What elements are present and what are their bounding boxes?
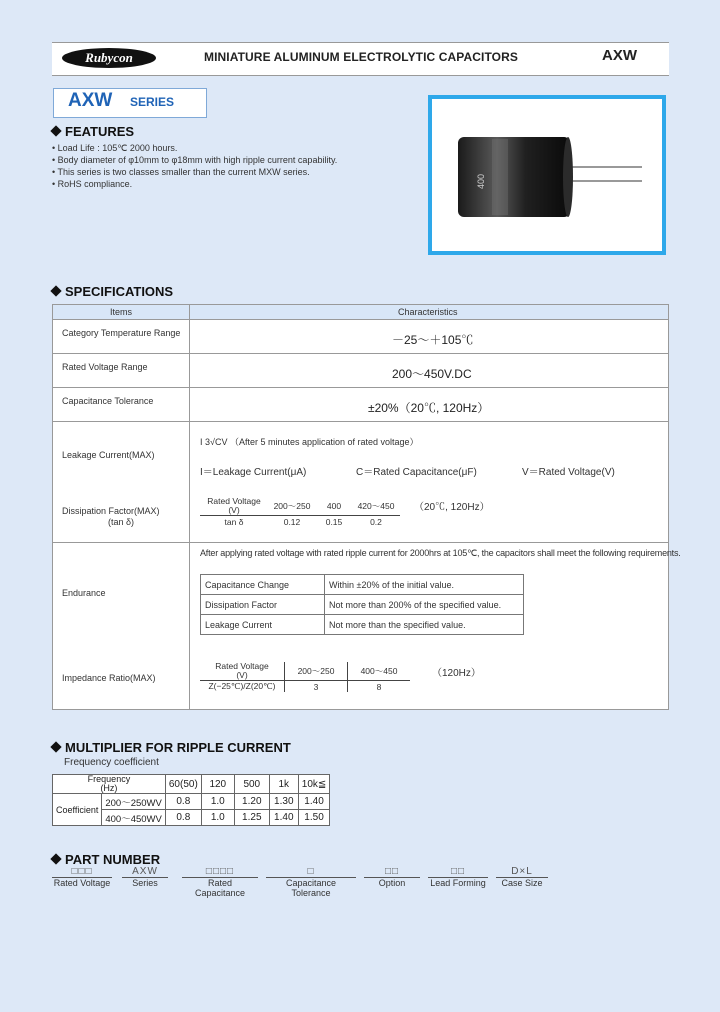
row-volt-item: Rated Voltage Range (62, 362, 148, 372)
feature-item: • RoHS compliance. (52, 178, 337, 190)
multiplier-table (52, 774, 330, 826)
impedance-condition: （120Hz） (432, 668, 481, 679)
pn-field-capacitance-tolerance: □ Capacitance Tolerance (266, 866, 356, 898)
series-code: AXW (68, 90, 113, 111)
feature-item: • Load Life : 105℃ 2000 hours. (52, 142, 337, 154)
row-volt-value: 200～450V.DC (392, 367, 472, 381)
leak-def-i: I＝Leakage Current(μA) (200, 467, 307, 478)
pn-field-case-size: D×L Case Size (496, 866, 548, 888)
col-items: Items (110, 307, 133, 317)
specifications-heading: SPECIFICATIONS (52, 284, 173, 299)
pn-field-series: AXW Series (122, 866, 168, 888)
rubycon-logo: Rubycon (62, 48, 156, 68)
table-row: Coefficient 200～250WV 0.8 1.0 1.20 1.30 1.40 (53, 794, 330, 810)
table-row: Leakage Current Not more than the specified value. (201, 615, 524, 635)
features-list (52, 142, 337, 190)
row-df-item: Dissipation Factor(MAX) (62, 506, 160, 516)
table-row: Capacitance Change Within ±20% of the initial value. (201, 575, 524, 595)
diamond-icon (50, 125, 61, 136)
table-row: 400～450WV 0.8 1.0 1.25 1.40 1.50 (53, 810, 330, 826)
multiplier-heading: MULTIPLIER FOR RIPPLE CURRENT (52, 740, 291, 755)
row-impedance-item: Impedance Ratio(MAX) (62, 673, 156, 683)
pn-field-rated-capacitance: □□□□ Rated Capacitance (182, 866, 258, 898)
feature-item: • This series is two classes smaller than the current MXW series. (52, 166, 337, 178)
row-leak-item: Leakage Current(MAX) (62, 450, 155, 460)
series-word: SERIES (130, 95, 175, 109)
svg-text:400: 400 (476, 173, 486, 189)
page-title: MINIATURE ALUMINUM ELECTROLYTIC CAPACITORS (204, 50, 518, 64)
capacitor-image (432, 99, 662, 251)
df-condition: （20℃, 120Hz） (414, 502, 490, 513)
pn-field-lead-forming: □□ Lead Forming (428, 866, 488, 888)
impedance-table: Rated Voltage (V) 200～250 400～450 Z(−25℃)/Z(20℃) 3 8 (200, 662, 410, 692)
multiplier-subheading: Frequency coefficient (64, 757, 159, 768)
features-heading: FEATURES (52, 124, 134, 139)
table-row: Frequency (Hz) 60(50) 120 500 1k 10k≦ (53, 775, 330, 794)
diamond-icon (50, 741, 61, 752)
df-table: Rated Voltage (V) 200～250 400 420～450 tan δ 0.12 0.15 0.2 (200, 497, 400, 527)
product-photo (428, 95, 666, 255)
pn-field-option: □□ Option (364, 866, 420, 888)
part-number-heading: PART NUMBER (52, 852, 160, 867)
spec-table-header (53, 305, 668, 320)
diamond-icon (50, 853, 61, 864)
col-characteristics: Characteristics (398, 307, 458, 317)
row-df-item2: (tan δ) (108, 517, 135, 527)
pn-field-rated-voltage: □□□ Rated Voltage (53, 866, 111, 888)
leak-def-c: C＝Rated Capacitance(μF) (356, 467, 477, 478)
row-temp-value: －25～＋105℃ (392, 333, 474, 347)
endurance-text: After applying rated voltage with rated ripple current for 2000hrs at 105℃, the capacitors shall meet the following requirements. (200, 548, 681, 558)
row-temp-item: Category Temperature Range (62, 328, 181, 338)
leak-formula: I 3√CV （After 5 minutes application of rated voltage） (200, 437, 419, 447)
row-cap-item: Capacitance Tolerance (62, 396, 154, 406)
diamond-icon (50, 285, 61, 296)
header-series-code: AXW (602, 47, 637, 64)
row-endurance-item: Endurance (62, 588, 106, 598)
endurance-table (200, 574, 524, 635)
feature-item: • Body diameter of φ10mm to φ18mm with high ripple current capability. (52, 154, 337, 166)
leak-def-v: V＝Rated Voltage(V) (522, 467, 615, 478)
row-cap-value: ±20%（20℃, 120Hz） (368, 401, 490, 415)
table-row: Dissipation Factor Not more than 200% of the specified value. (201, 595, 524, 615)
